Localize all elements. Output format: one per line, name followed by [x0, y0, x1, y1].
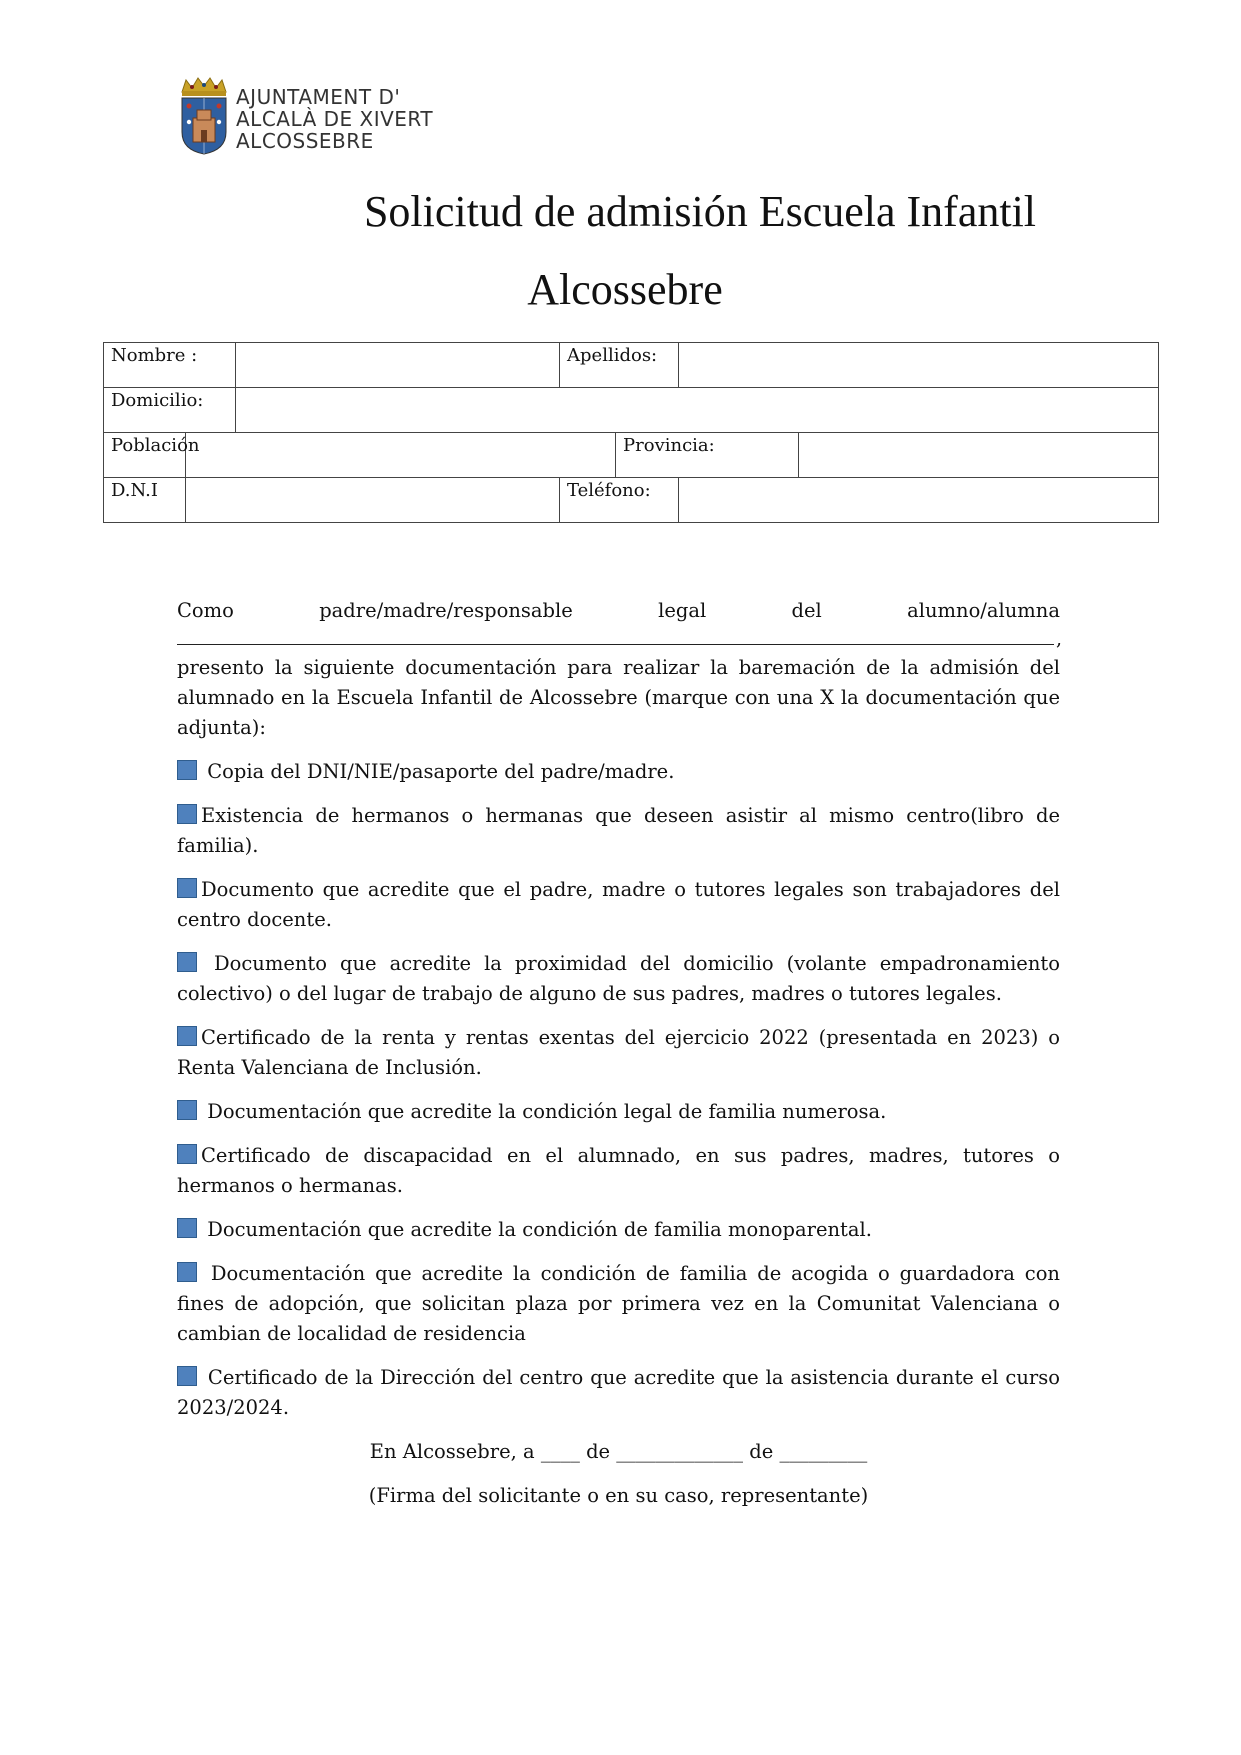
provincia-label: Provincia:	[616, 433, 799, 478]
logo-line-2: ALCALÀ DE XIVERT	[236, 107, 434, 131]
apellidos-field[interactable]	[679, 343, 1159, 388]
document-item	[177, 1215, 1060, 1245]
telefono-field[interactable]	[679, 478, 1159, 523]
coat-of-arms-icon	[178, 74, 230, 156]
logo-line-3: ALCOSSEBRE	[236, 129, 374, 153]
checkbox[interactable]	[177, 1262, 197, 1282]
dni-field[interactable]	[186, 478, 560, 523]
document-item-label: Documentación que acredite la condición de familia de acogida o guardadora con fines de adopción, que solicitan plaza por primera vez en la Comunitat Valenciana o cambian de localidad de residencia	[177, 1262, 1060, 1345]
document-item	[177, 801, 1060, 861]
document-item	[177, 1363, 1060, 1423]
poblacion-label: Población	[104, 433, 186, 478]
document-item	[177, 1141, 1060, 1201]
document-body	[177, 596, 1060, 1525]
checkbox[interactable]	[177, 804, 197, 824]
document-item-label: Existencia de hermanos o hermanas que deseen asistir al mismo centro(libro de familia).	[177, 804, 1060, 857]
checkbox[interactable]	[177, 760, 197, 780]
document-item-label: Documentación que acredite la condición legal de familia numerosa.	[201, 1100, 887, 1123]
checkbox[interactable]	[177, 878, 197, 898]
document-item-label: Documento que acredite la proximidad del domicilio (volante empadronamiento colectivo) o del lugar de trabajo de alguno de sus padres, madres o tutores legales.	[177, 952, 1060, 1005]
document-item-label: Certificado de la renta y rentas exentas del ejercicio 2022 (presentada en 2023) o Renta Valenciana de Inclusión.	[177, 1026, 1060, 1079]
checkbox[interactable]	[177, 1144, 197, 1164]
checkbox[interactable]	[177, 952, 197, 972]
logo-line-1: AJUNTAMENT D'	[236, 85, 401, 109]
page-title-line-2: Alcossebre	[527, 265, 723, 314]
intro-word: legal	[658, 599, 707, 622]
document-item-label: Copia del DNI/NIE/pasaporte del padre/madre.	[201, 760, 675, 783]
checkbox[interactable]	[177, 1100, 197, 1120]
telefono-label: Teléfono:	[560, 478, 679, 523]
apellidos-label: Apellidos:	[560, 343, 679, 388]
document-item-label: Certificado de discapacidad en el alumnado, en sus padres, madres, tutores o hermanos o hermanas.	[177, 1144, 1060, 1197]
intro-line	[177, 596, 1060, 626]
document-item-label: Documento que acredite que el padre, madre o tutores legales son trabajadores del centro docente.	[177, 878, 1060, 931]
provincia-field[interactable]	[799, 433, 1159, 478]
domicilio-label: Domicilio:	[104, 388, 236, 433]
dni-label: D.N.I	[104, 478, 186, 523]
document-item	[177, 875, 1060, 935]
document-item	[177, 1023, 1060, 1083]
nombre-label: Nombre :	[104, 343, 236, 388]
document-item	[177, 757, 1060, 787]
intro-paragraph: presento la siguiente documentación para realizar la baremación de la admisión del alumnado en la Escuela Infantil de Alcossebre (marque con una X la documentación que adjunta):	[177, 656, 1060, 739]
logo	[178, 74, 433, 156]
checkbox[interactable]	[177, 1026, 197, 1046]
applicant-form-table	[103, 342, 1159, 523]
document-item-label: Certificado de la Dirección del centro que acredite que la asistencia durante el curso 2023/2024.	[177, 1366, 1060, 1419]
document-item-label: Documentación que acredite la condición de familia monoparental.	[201, 1218, 872, 1241]
checkbox[interactable]	[177, 1218, 197, 1238]
domicilio-field[interactable]	[236, 388, 1159, 433]
intro-word: Como	[177, 599, 234, 622]
document-item	[177, 1259, 1060, 1349]
page-title-line-1: Solicitud de admisión Escuela Infantil	[363, 187, 1037, 236]
date-line: En Alcossebre, a ____ de _____________ de _________	[369, 1440, 868, 1463]
poblacion-field[interactable]	[186, 433, 616, 478]
signature-line: (Firma del solicitante o en su caso, representante)	[368, 1484, 869, 1507]
student-name-blank[interactable]	[177, 626, 1054, 645]
intro-word: alumno/alumna	[907, 599, 1060, 622]
checkbox[interactable]	[177, 1366, 197, 1386]
document-item	[177, 1097, 1060, 1127]
intro-word: del	[791, 599, 822, 622]
nombre-field[interactable]	[236, 343, 560, 388]
intro-word: padre/madre/responsable	[319, 599, 573, 622]
document-item	[177, 949, 1060, 1009]
